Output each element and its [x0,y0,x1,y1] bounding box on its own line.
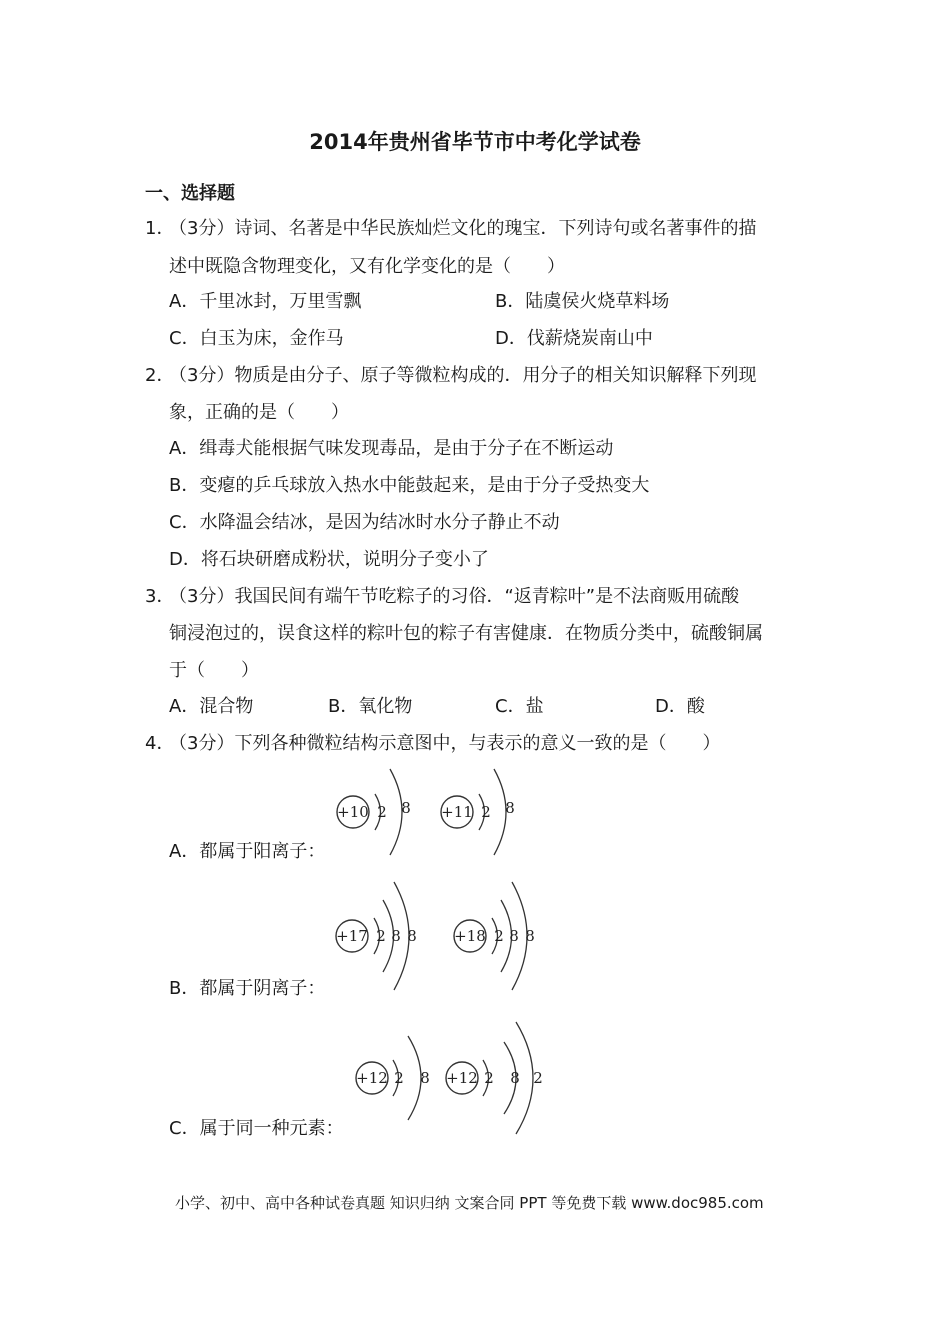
question-3-line-2: 铜浸泡过的，误食这样的粽叶包的粽子有害健康．在物质分类中，硫酸铜属 [169,623,763,644]
q2-option-d[interactable] [169,549,489,571]
q1-option-b[interactable] [495,291,669,313]
nucleus-charge: +17 [336,927,368,945]
q4-option-b[interactable] [169,978,325,1000]
q3-option-b-label: B． [328,696,359,717]
q4-option-b-diagrams [330,878,545,993]
q1-option-c[interactable] [169,328,344,350]
nucleus-charge: +10 [337,803,369,821]
q1-option-d-label: D． [495,328,527,349]
question-2-line-1: （3分）物质是由分子、原子等微粒构成的．用分子的相关知识解释下列现 [169,365,757,386]
shell-electron-count: 8 [401,799,411,817]
q2-option-a[interactable] [169,438,613,460]
section-heading: 一、选择题 [145,183,235,204]
q1-option-b-text: 陆虞侯火烧草料场 [525,291,670,312]
shell-electron-count: 2 [376,927,386,945]
q3-option-b[interactable] [328,696,412,718]
shell-electron-count: 8 [509,927,519,945]
shell-electron-count: 2 [481,803,491,821]
shell-electron-count: 8 [420,1069,430,1087]
q4-option-c[interactable] [169,1118,344,1140]
nucleus-charge: +18 [454,927,486,945]
q1-option-c-text: 白玉为床，金作马 [199,328,344,349]
question-3-number: 3． [145,586,175,607]
question-4-line-1: （3分）下列各种微粒结构示意图中，与表示的意义一致的是（ ） [169,733,721,754]
q4-option-c-text: 属于同一种元素： [199,1118,344,1139]
q4-option-b-label: B． [169,978,200,999]
q2-option-c-label: C． [169,512,200,533]
shell-electron-count: 8 [407,927,417,945]
q4-option-a[interactable] [169,841,325,863]
shell-electron-count: 2 [394,1069,404,1087]
electron-shell-arc [494,769,506,855]
q3-option-d-label: D． [655,696,687,717]
question-2-number: 2． [145,365,175,386]
q2-option-a-text: 缉毒犬能根据气味发现毒品，是由于分子在不断运动 [199,438,614,459]
q3-option-d-text: 酸 [686,696,705,717]
q3-option-a-text: 混合物 [199,696,254,717]
q2-option-a-label: A． [169,438,200,459]
shell-electron-count: 8 [391,927,401,945]
nucleus-charge: +12 [356,1069,388,1087]
shell-electron-count: 2 [484,1069,494,1087]
q3-option-c[interactable] [495,696,544,718]
question-1-line-2: 述中既隐含物理变化，又有化学变化的是（ ） [169,256,565,277]
q1-option-a-text: 千里冰封，万里雪飘 [199,291,362,312]
q1-option-a-label: A． [169,291,200,312]
q4-option-c-label: C． [169,1118,200,1139]
q4-option-a-label: A． [169,841,200,862]
q4-option-b-text: 都属于阴离子： [199,978,326,999]
question-3-line-1: （3分）我国民间有端午节吃粽子的习俗．“返青粽叶”是不法商贩用硫酸 [169,586,740,607]
page-footer: 小学、初中、高中各种试卷真题 知识归纳 文案合同 PPT 等免费下载 www.doc985.com [175,1194,764,1212]
q1-option-c-label: C． [169,328,200,349]
page-title: 2014年贵州省毕节市中考化学试卷 [309,130,641,154]
question-4-number: 4． [145,733,175,754]
nucleus-charge: +11 [441,803,473,821]
atom-diagram [454,882,535,990]
q2-option-b[interactable] [169,475,649,497]
q2-option-d-label: D． [169,549,201,570]
q2-option-b-text: 变瘪的乒乓球放入热水中能鼓起来，是由于分子受热变大 [199,475,650,496]
shell-electron-count: 8 [505,799,515,817]
shell-electron-count: 8 [525,927,535,945]
q4-option-a-diagrams [330,765,530,860]
electron-shell-arc [408,1036,421,1120]
q3-option-b-text: 氧化物 [358,696,413,717]
atom-diagram [441,769,515,855]
question-1-number: 1． [145,218,175,239]
shell-electron-count: 8 [510,1069,520,1087]
question-2-line-2: 象，正确的是（ ） [169,402,349,423]
shell-electron-count: 2 [494,927,504,945]
atom-diagram [356,1036,430,1120]
atom-diagram [337,769,411,855]
q1-option-a[interactable] [169,291,361,313]
question-3-line-3: 于（ ） [169,660,259,681]
atom-diagram [336,882,417,990]
q2-option-b-label: B． [169,475,200,496]
q2-option-d-text: 将石块研磨成粉状，说明分子变小了 [200,549,489,570]
q3-option-d[interactable] [655,696,705,718]
q4-option-a-text: 都属于阳离子： [199,841,326,862]
q2-option-c-text: 水降温会结冰，是因为结冰时水分子静止不动 [199,512,560,533]
shell-electron-count: 2 [377,803,387,821]
q3-option-a-label: A． [169,696,200,717]
q1-option-b-label: B． [495,291,526,312]
q2-option-c[interactable] [169,512,560,534]
question-1-line-1: （3分）诗词、名著是中华民族灿烂文化的瑰宝．下列诗句或名著事件的描 [169,218,757,239]
q3-option-c-label: C． [495,696,526,717]
shell-electron-count: 2 [533,1069,543,1087]
atom-diagram [446,1022,543,1134]
nucleus-charge: +12 [446,1069,478,1087]
electron-shell-arc [390,769,402,855]
q1-option-d-text: 伐薪烧炭南山中 [526,328,653,349]
q4-option-c-diagrams [350,1018,555,1138]
q1-option-d[interactable] [495,328,653,350]
q3-option-c-text: 盐 [525,696,544,717]
q3-option-a[interactable] [169,696,253,718]
